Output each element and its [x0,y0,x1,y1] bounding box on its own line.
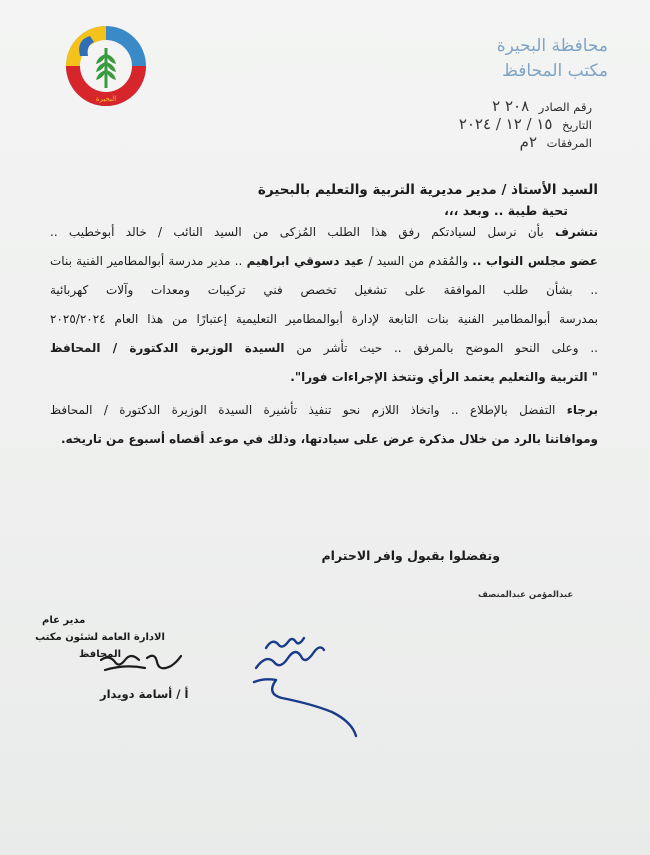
paragraph-1-line-4: بمدرسة أبوالمطامير الفنية بنات التابعة لإدارة أبوالمطامير التعليمية إعتبارًا من هذا العام ٢٠٢٥/٢٠٢٤ [50,312,598,326]
signature-stroke [101,656,181,670]
attachments-label: المرفقات [546,136,592,150]
typist-name: عبدالمؤمن عبدالمنصف [478,590,574,600]
signature [95,648,185,683]
annotation-underline [254,679,276,682]
p1-l2-rest: .. مدير مدرسة أبوالمطامير الفنية بنات [50,254,247,268]
paragraph-2-line-1 [50,400,598,421]
greeting: تحية طيبة .. وبعد ،،، [444,203,568,218]
date-row [352,116,592,134]
paragraph-1-line-6: " التربية والتعليم يعتمد الرأي وتتخذ الإجراءات فورا". [290,370,598,384]
signatory-name: أ / أسامة دويدار [100,687,189,701]
office-name: مكتب المحافظ [502,61,608,81]
handwritten-annotation [236,610,366,740]
closing-line: وتفضلوا بقبول وافر الاحترام [321,548,500,563]
reference-block [352,98,592,152]
p2-l1-rest: التفضل بالإطلاع .. واتخاذ اللازم نحو تنفيذ تأشيرة السيدة الوزيرة الدكتورة / المحافظ [50,403,567,417]
outgoing-number-value: ٢٠٨ ٢ [492,97,530,115]
logo-caption: البحيرة [95,95,117,103]
attachments-row [352,134,592,152]
p1-l2-mid: والمُقدم من السيد / [364,254,468,268]
p1-l5-bold: السيدة الوزيرة الدكتورة / المحافظ [50,341,285,355]
paragraph-2-line-2: وموافاتنا بالرد من خلال مذكرة عرض على سيادتها، وذلك في موعد أقصاه أسبوع من تاريخه. [60,432,598,446]
paragraph-1-line-1 [50,222,598,243]
annotation-word-2 [256,647,324,668]
paragraph-1-line-3: .. بشأن طلب الموافقة على تشغيل تخصص فني تركيبات ومعدات وآلات كهربائية [50,283,598,297]
p1-l1-rest: بأن نرسل لسيادتكم رفق هذا الطلب المُزكى من السيد النائب / خالد أبوخطيب .. [50,225,544,239]
annotation-word-1 [266,638,304,648]
attachments-value: ٢م [519,133,537,151]
p2-l1-bold: برجاء [566,403,598,417]
governorate-name: محافظة البحيرة [496,36,608,56]
addressee: السيد الأستاذ / مدير مديرية التربية والتعليم بالبحيرة [257,182,598,198]
p1-l2-bold: عضو مجلس النواب .. [472,254,598,268]
date-label: التاريخ [562,118,592,132]
p1-l2-bold2: عيد دسوقي ابراهيم [246,254,365,268]
p1-l1-bold: نتشرف [554,225,598,239]
signatory-department: الادارة العامة لشئون مكتب المحافظ [35,632,165,660]
p1-l5-rest: .. وعلى النحو الموضح بالمرفق .. حيث تأشر من [284,341,598,355]
annotation-flourish [272,680,356,736]
outgoing-number-label: رقم الصادر [538,100,592,114]
signatory-title: مدير عام [42,615,86,626]
governorate-logo [52,22,160,110]
date-value: ١٥ / ١٢ / ٢٠٢٤ [458,115,553,133]
outgoing-number-row [352,98,592,116]
paragraph-1-line-5 [50,338,598,359]
letter-body [50,180,598,450]
paragraph-1-line-2 [50,251,598,272]
governorate-header [408,34,608,84]
